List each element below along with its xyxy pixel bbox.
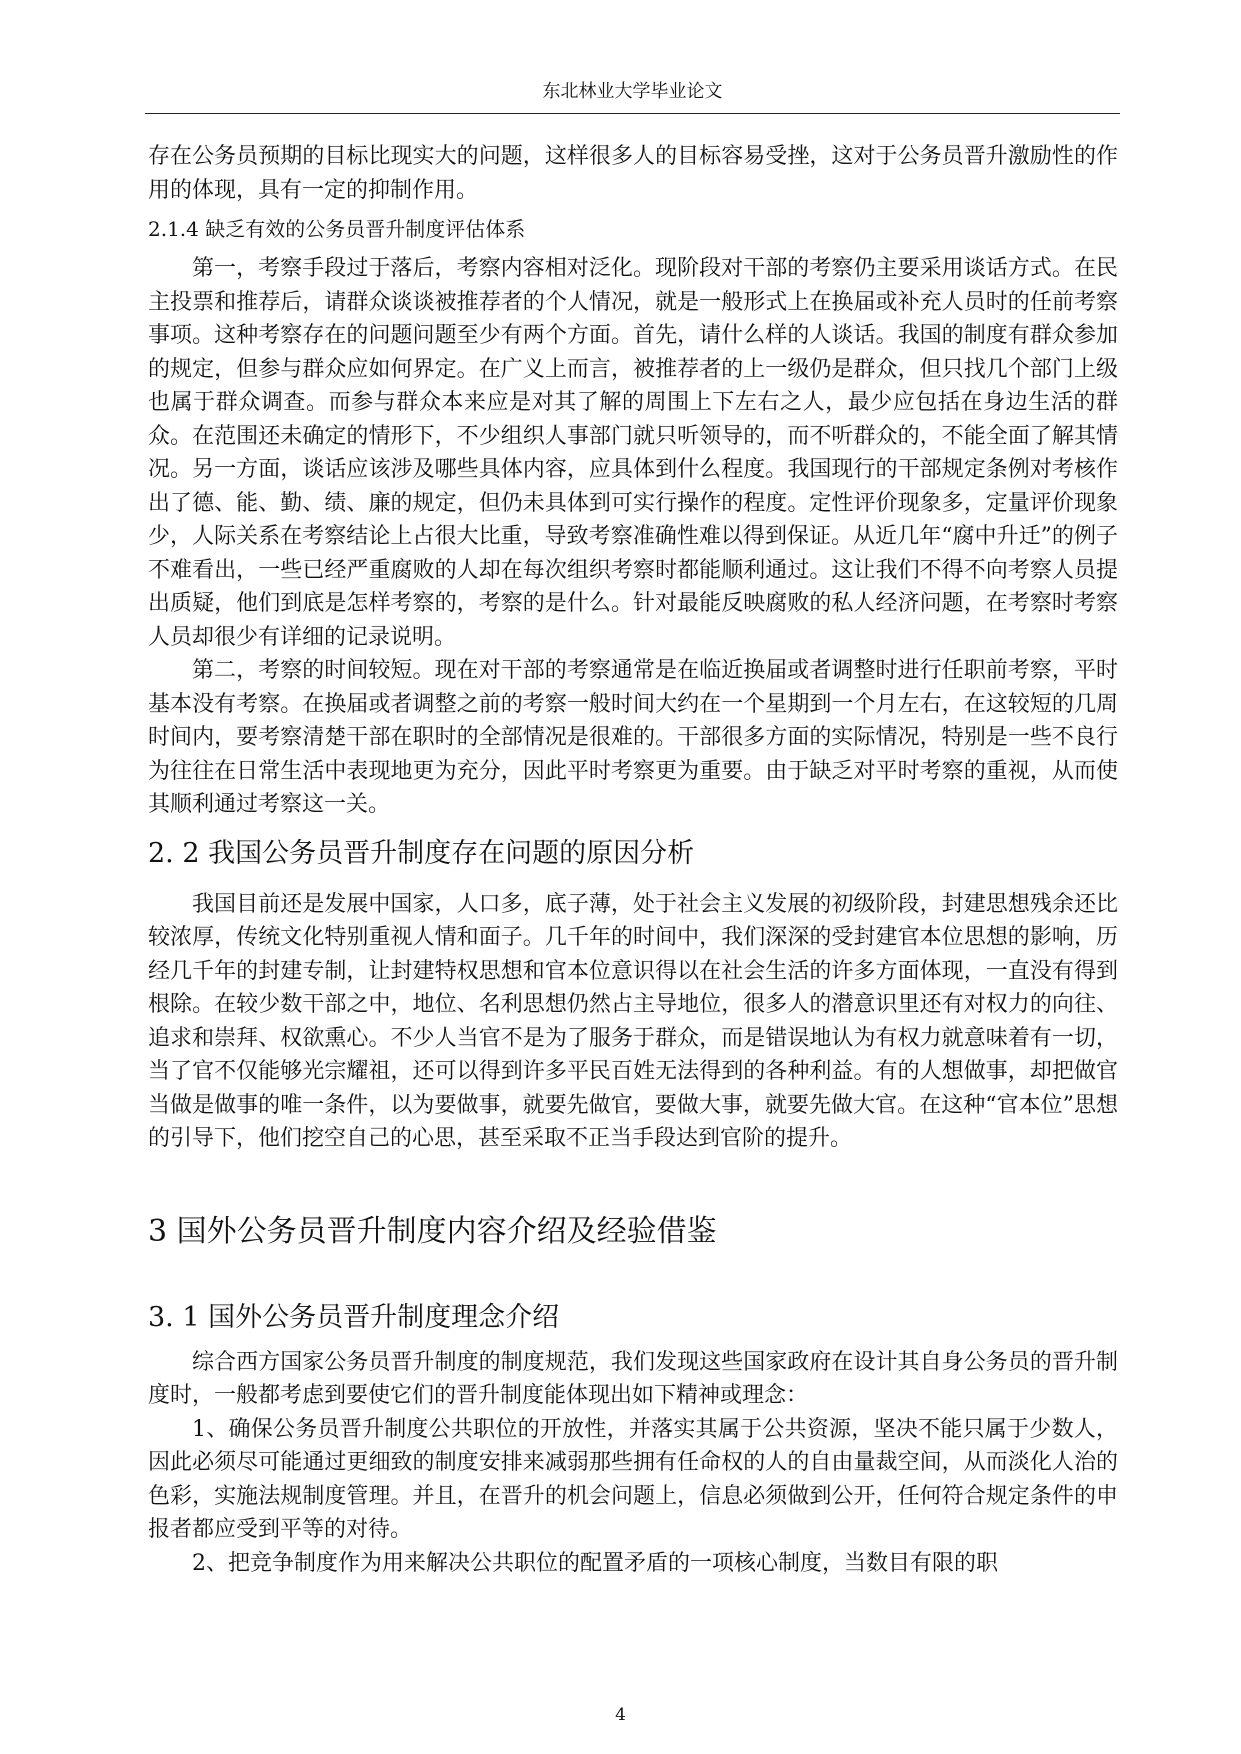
running-header: 东北林业大学毕业论文 (542, 81, 723, 102)
paragraph-item-2: 2、把竞争制度作为用来解决公共职位的配置矛盾的一项核心制度，当数目有限的职 (192, 1550, 998, 1576)
paragraph-continuation: 存在公务员预期的目标比现实大的问题，这样很多人的目标容易受挫，这对于公务员晋升激励性的作用的体现，具有一定的抑制作用。 (148, 144, 1118, 203)
chapter-heading-3: 3 国外公务员晋升制度内容介绍及经验借鉴 (148, 1213, 717, 1249)
page-body (148, 140, 1118, 1580)
section-heading-2-1-4: 2.1.4 缺乏有效的公务员晋升制度评估体系 (148, 217, 526, 241)
section-heading-3-1: 3. 1 国外公务员晋升制度理念介绍 (148, 1301, 560, 1333)
paragraph-first: 第一，考察手段过于落后，考察内容相对泛化。现阶段对干部的考察仍主要采用谈话方式。在民主投票和推荐后，请群众谈谈被推荐者的个人情况，就是一般形式上在换届或补充人员时的任前考察事项。这种考察存在的问题问题至少有两个方面。首先，请什么样的人谈话。我国的制度有群众参加的规定，但参与群众应如何界定。在广义上而言，被推荐者的上一级仍是群众，但只找几个部门上级也属于群众调查。而参与群众本来应是对其了解的周围上下左右之人，最少应包括在身边生活的群众。在范围还未确定的情形下，不少组织人事部门就只听领导的，而不听群众的，不能全面了解其情况。另一方面，谈话应该涉及哪些具体内容，应具体到什么程度。我国现行的干部规定条例对考核作出了德、能、勤、绩、廉的规定，但仍未具体到可实行操作的程度。定性评价现象多，定量评价现象少，人际关系在考察结论上占很大比重，导致考察准确性难以得到保证。从近几年“腐中升迁”的例子不难看出，一些已经严重腐败的人却在每次组织考察时都能顺利通过。这让我们不得不向考察人员提出质疑，他们到底是怎样考察的，考察的是什么。针对最能反映腐败的私人经济问题，在考察时考察人员却很少有详细的记录说明。 (148, 256, 1118, 650)
page-number: 4 (615, 1705, 626, 1725)
paragraph-second: 第二，考察的时间较短。现在对干部的考察通常是在临近换届或者调整时进行任职前考察，平时基本没有考察。在换届或者调整之前的考察一般时间大约在一个星期到一个月左右，在这较短的几周时间内，要考察清楚干部在职时的全部情况是很难的。干部很多方面的实际情况，特别是一些不良行为往往在日常生活中表现地更为充分，因此平时考察更为重要。由于缺乏对平时考察的重视，从而使其顺利通过考察这一关。 (148, 658, 1118, 817)
paragraph-intro: 综合西方国家公务员晋升制度的制度规范，我们发现这些国家政府在设计其自身公务员的晋升制度时，一般都考虑到要使它们的晋升制度能体现出如下精神或理念： (148, 1349, 1118, 1408)
paragraph-cause-analysis: 我国目前还是发展中国家，人口多，底子薄，处于社会主义发展的初级阶段，封建思想残余还比较浓厚，传统文化特别重视人情和面子。几千年的时间中，我们深深的受封建官本位思想的影响，历经几千年的封建专制，让封建特权思想和官本位意识得以在社会生活的许多方面体现，一直没有得到根除。在较少数干部之中，地位、名利思想仍然占主导地位，很多人的潜意识里还有对权力的向往、追求和崇拜、权欲熏心。不少人当官不是为了服务于群众，而是错误地认为有权力就意味着有一切，当了官不仅能够光宗耀祖，还可以得到许多平民百姓无法得到的各种利益。有的人想做事，却把做官当做是做事的唯一条件，以为要做事，就要先做官，要做大事，就要先做大官。在这种“官本位”思想的引导下，他们挖空自己的心思，甚至采取不正当手段达到官阶的提升。 (148, 891, 1118, 1151)
header-rule (145, 113, 1120, 114)
section-heading-2-2: 2. 2 我国公务员晋升制度存在问题的原因分析 (148, 837, 695, 869)
paragraph-item-1: 1、确保公务员晋升制度公共职位的开放性，并落实其属于公共资源，坚决不能只属于少数人，因此必须尽可能通过更细致的制度安排来减弱那些拥有任命权的人的自由量裁空间，从而淡化人治的色彩，实施法规制度管理。并且，在晋升的机会问题上，信息必须做到公开，任何符合规定条件的申报者都应受到平等的对待。 (148, 1416, 1118, 1542)
